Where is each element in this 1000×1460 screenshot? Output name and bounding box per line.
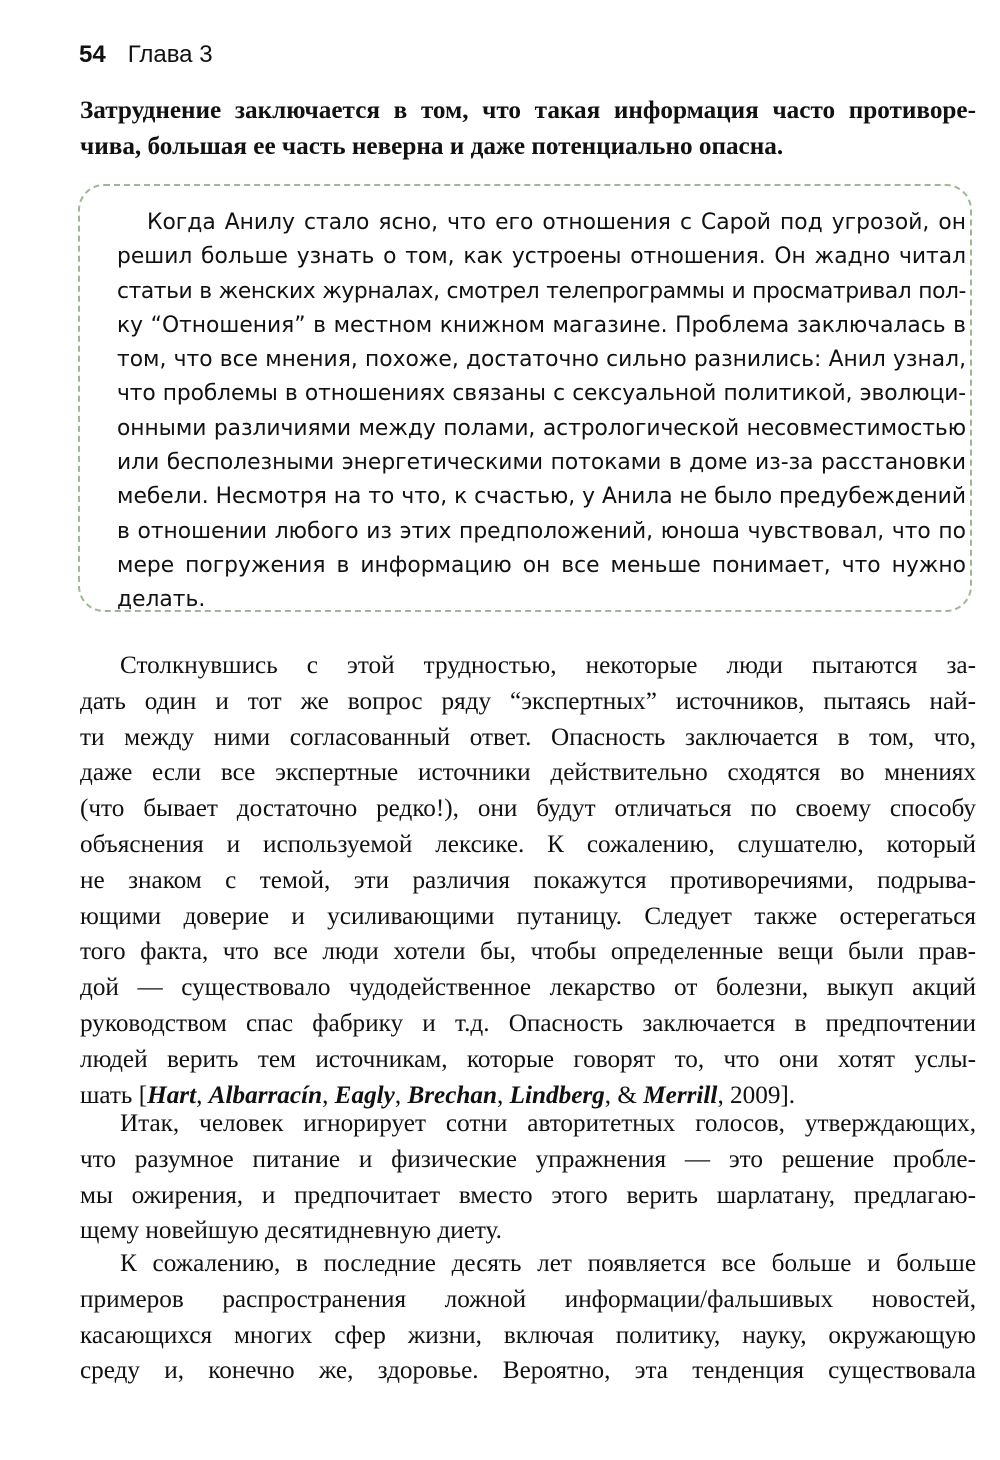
text-line: делать.	[117, 587, 206, 613]
text-line: дой — существовало чудодейственное лекарство от болезни, выкуп акций	[80, 974, 976, 1002]
running-head	[79, 40, 213, 70]
citation-prefix: шать [	[80, 1081, 148, 1109]
text-line: людей верить тем источникам, которые говорят то, что они хотят услы-	[80, 1045, 976, 1073]
text-line: статьи в женских журналах, смотрел телепрограммы и просматривал пол-	[117, 278, 966, 304]
text-line: дать один и тот же вопрос ряду “экспертных” источников, пытаясь най-	[80, 687, 976, 715]
text-line: решил больше узнать о том, как устроены отношения. Он жадно читал	[117, 244, 966, 270]
citation-author: Brechan	[407, 1081, 498, 1109]
text-line: (что бывает достаточно редко!), они будут отличаться по своему способу	[80, 795, 976, 823]
citation-separator: ,	[497, 1081, 510, 1109]
citation-separator: , &	[604, 1081, 644, 1109]
citation-separator: ,	[196, 1081, 209, 1109]
text-line: руководством спас фабрику и т.д. Опасность заключается в предпочтении	[80, 1009, 976, 1037]
text-line: Затруднение заключается в том, что такая информация часто противоре-	[80, 97, 976, 124]
text-line: Столкнувшись с этой трудностью, некоторые люди пытаются за-	[120, 652, 976, 679]
text-line: не знаком с темой, эти различия покажутся противоречиями, подрыва-	[80, 866, 976, 894]
citation-separator: ,	[322, 1081, 335, 1109]
text-line: мере погружения в информацию он все меньше понимает, что нужно	[117, 552, 966, 578]
text-line: или бесполезными энергетическими потоками в доме из-за расстановки	[117, 450, 966, 476]
paragraph-1	[80, 648, 976, 1113]
text-line: К сожалению, в последние десять лет появляется все больше и больше	[120, 1250, 976, 1277]
paragraph-3	[80, 1246, 976, 1389]
text-line: Итак, человек игнорирует сотни авторитетных голосов, утверждающих,	[120, 1110, 976, 1137]
text-line: мы ожирения, и предпочитает вместо этого верить шарлатану, предлагаю-	[80, 1181, 976, 1209]
text-line: ющими доверие и усиливающими путаницу. Следует также остерегаться	[80, 902, 976, 930]
text-line: чива, большая ее часть неверна и даже потенциально опасна.	[80, 132, 784, 160]
text-line: ти между ними согласованный ответ. Опасность заключается в том, что,	[80, 723, 976, 751]
text-line: объяснения и используемой лексике. К сожалению, слушателю, который	[80, 830, 976, 858]
text-line: касающихся многих сфер жизни, включая политику, науку, окружающую	[80, 1321, 976, 1349]
text-line: мебели. Несмотря на то что, к счастью, у Анила не было предубеждений	[117, 484, 966, 510]
citation-author: Lindberg	[509, 1081, 605, 1109]
text-line: в отношении любого из этих предположений, юноша чувствовал, что по	[117, 518, 966, 544]
citation-author: Hart	[147, 1081, 197, 1109]
citation-author: Eagly	[334, 1081, 395, 1109]
citation-author: Albarracín	[208, 1081, 323, 1109]
citation-year: 2009].	[730, 1081, 796, 1109]
text-line: щему новейшую десятидневную диету.	[80, 1217, 502, 1245]
text-line: примеров распространения ложной информации/фальшивых новостей,	[80, 1285, 976, 1313]
paragraph-2	[80, 1106, 976, 1249]
citation-author: Merrill	[643, 1081, 718, 1109]
sidebar-text	[117, 206, 966, 618]
citation-separator: ,	[394, 1081, 408, 1109]
text-line: что проблемы в отношениях связаны с сексуальной политикой, эволюци-	[117, 381, 966, 407]
text-line: ку “Отношения” в местном книжном магазине. Проблема заключалась в	[117, 312, 966, 338]
text-line: онными различиями между полами, астрологической несовместимостью	[117, 415, 966, 441]
text-line: Когда Анилу стало ясно, что его отношения с Сарой под угрозой, он	[147, 210, 966, 235]
chapter-title: Глава 3	[127, 41, 213, 68]
citation-separator: ,	[717, 1081, 731, 1109]
text-line: том, что все мнения, похоже, достаточно сильно разнились: Анил узнал,	[117, 347, 966, 373]
text-line: среду и, конечно же, здоровье. Вероятно, эта тенденция существовала	[80, 1357, 976, 1385]
page-number: 54	[79, 41, 106, 68]
text-line: того факта, что все люди хотели бы, чтобы определенные вещи были прав-	[80, 938, 976, 966]
text-line: что разумное питание и физические упражнения — это решение пробле-	[80, 1145, 976, 1173]
text-line: даже если все экспертные источники действительно сходятся во мнениях	[80, 759, 976, 787]
intro-paragraph	[80, 93, 976, 165]
